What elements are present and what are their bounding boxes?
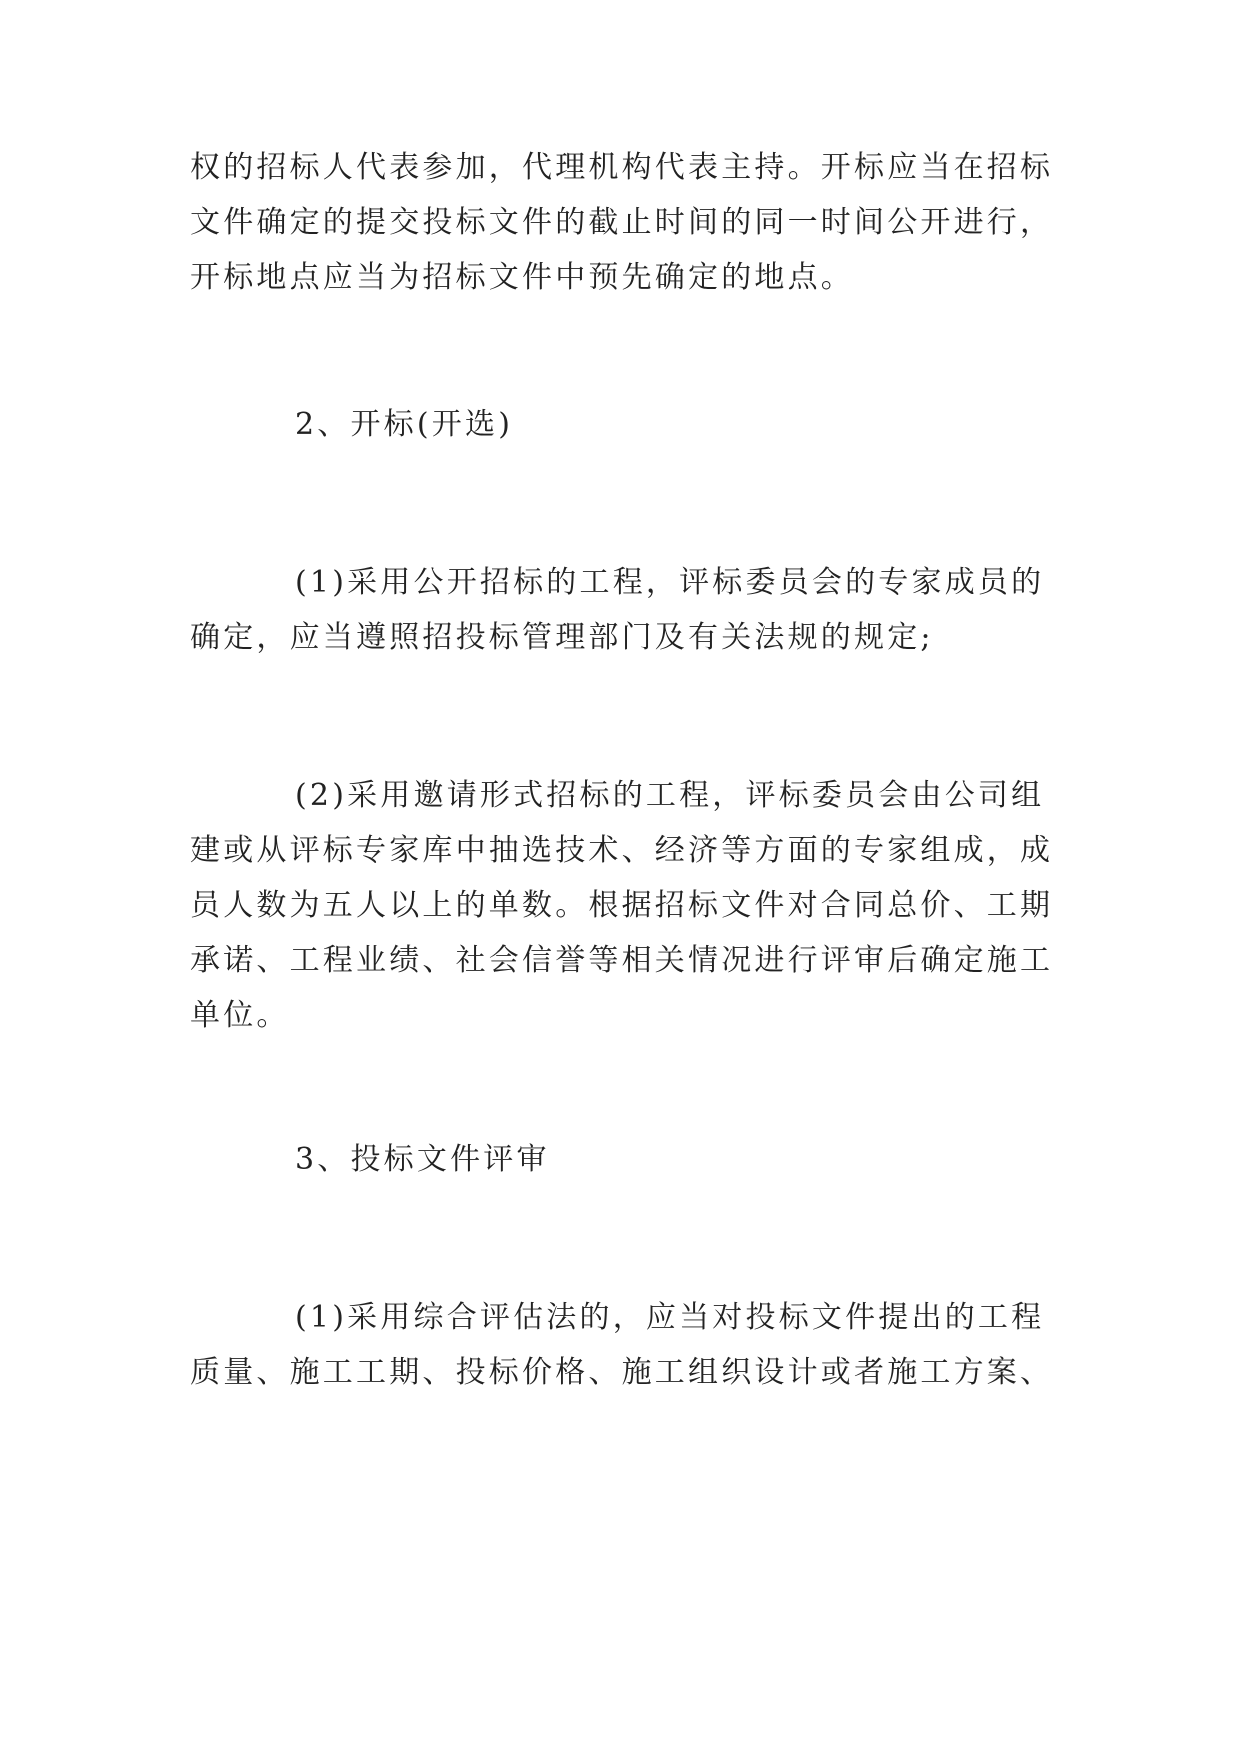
paragraph-line: 承诺、工程业绩、社会信誉等相关情况进行评审后确定施工 bbox=[190, 943, 1054, 978]
section-heading-2: 2、开标(开选) bbox=[295, 407, 514, 442]
paragraph-line: (1)采用综合评估法的，应当对投标文件提出的工程 bbox=[295, 1300, 1045, 1335]
paragraph-line: 质量、施工工期、投标价格、施工组织设计或者施工方案、 bbox=[190, 1355, 1054, 1390]
paragraph-line: 开标地点应当为招标文件中预先确定的地点。 bbox=[190, 260, 854, 295]
paragraph-line: (2)采用邀请形式招标的工程，评标委员会由公司组 bbox=[295, 778, 1045, 813]
paragraph-line: 建或从评标专家库中抽选技术、经济等方面的专家组成，成 bbox=[190, 833, 1054, 868]
section-heading-3: 3、投标文件评审 bbox=[295, 1142, 550, 1177]
paragraph-line: 文件确定的提交投标文件的截止时间的同一时间公开进行， bbox=[190, 205, 1054, 240]
paragraph-line: 权的招标人代表参加，代理机构代表主持。开标应当在招标 bbox=[190, 150, 1054, 185]
paragraph-line: 单位。 bbox=[190, 998, 290, 1033]
paragraph-line: 员人数为五人以上的单数。根据招标文件对合同总价、工期 bbox=[190, 888, 1054, 923]
paragraph-line: 确定，应当遵照招投标管理部门及有关法规的规定; bbox=[190, 620, 934, 655]
paragraph-line: (1)采用公开招标的工程，评标委员会的专家成员的 bbox=[295, 565, 1045, 600]
